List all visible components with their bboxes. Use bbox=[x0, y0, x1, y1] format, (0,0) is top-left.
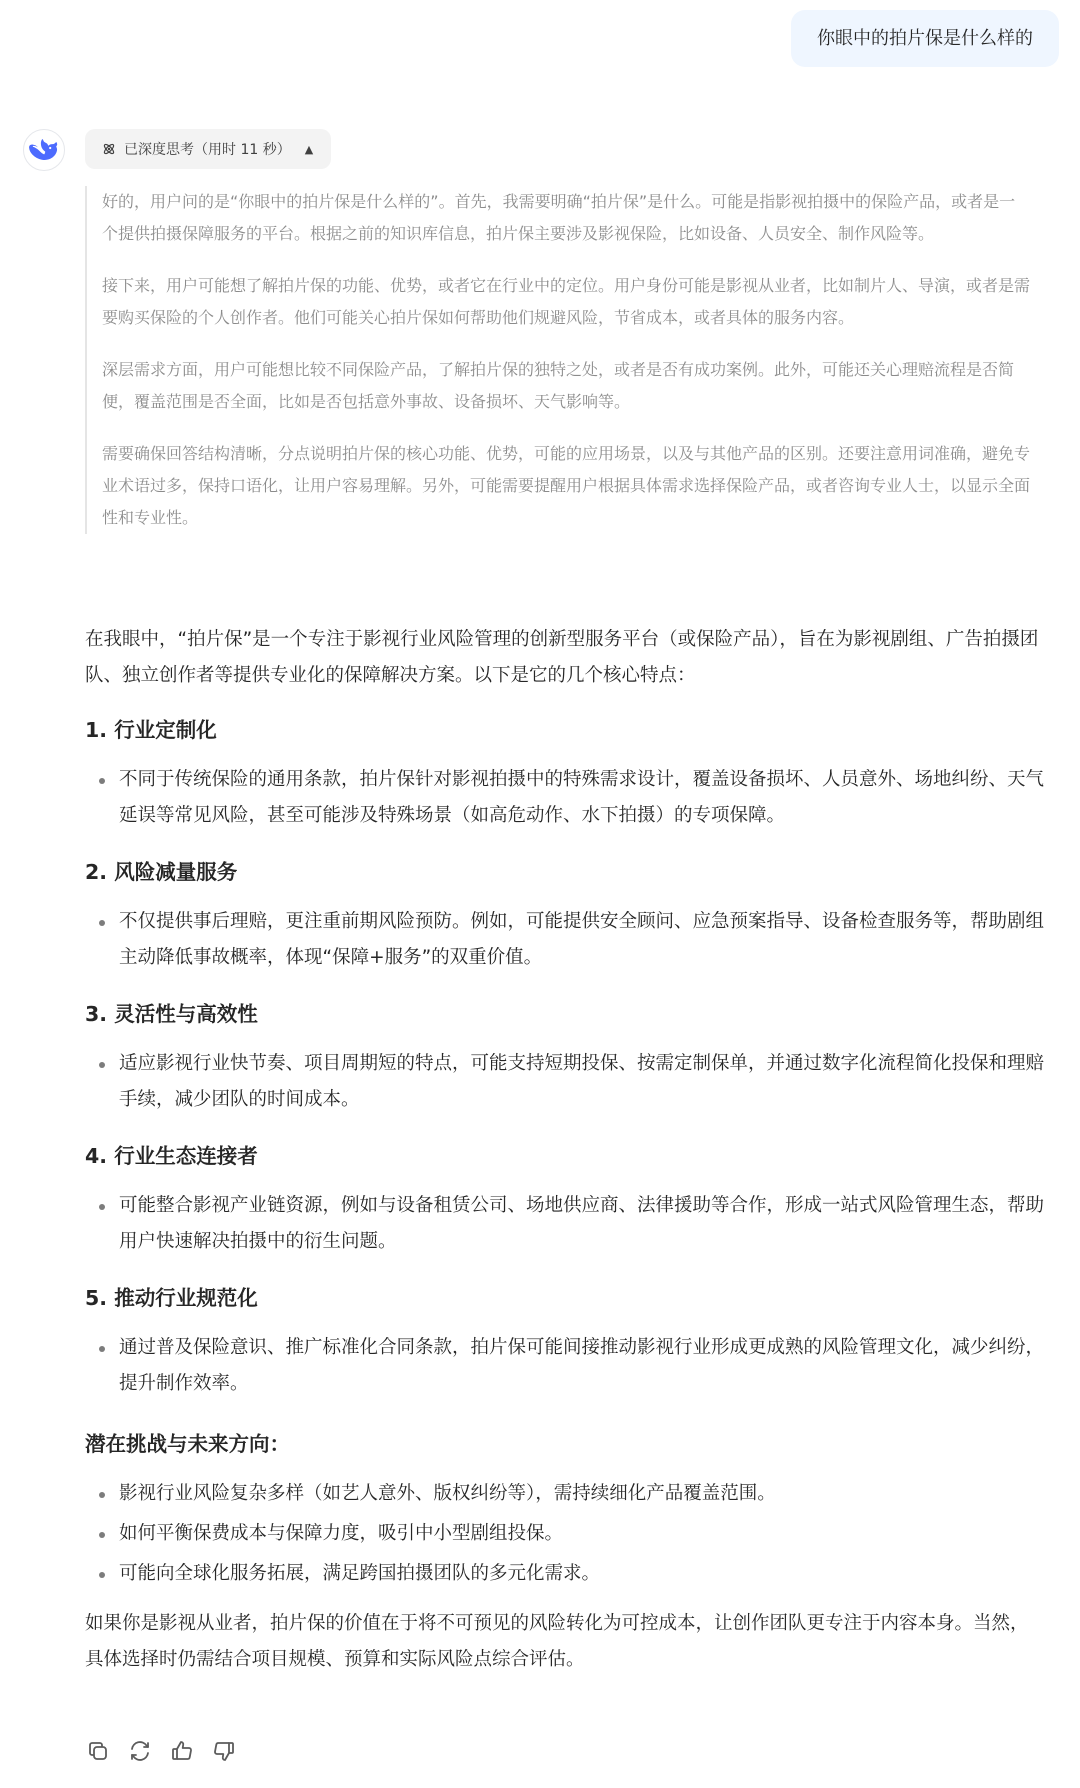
copy-icon bbox=[86, 1739, 110, 1763]
list-item: 可能整合影视产业链资源，例如与设备租赁公司、场地供应商、法律援助等合作，形成一站式风险管理生态，帮助用户快速解决拍摄中的衍生问题。 bbox=[85, 1188, 1045, 1260]
dislike-button[interactable] bbox=[210, 1737, 238, 1765]
section-list bbox=[85, 762, 1045, 834]
chevron-up-icon: ▲ bbox=[304, 142, 314, 156]
section-heading: 4. 行业生态连接者 bbox=[85, 1144, 258, 1168]
thinking-paragraph: 深层需求方面，用户可能想比较不同保险产品，了解拍片保的独特之处，或者是否有成功案例。此外，可能还关心理赔流程是否简便，覆盖范围是否全面，比如是否包括意外事故、设备损坏、天气影响等。 bbox=[102, 360, 1015, 411]
thinking-paragraph: 需要确保回答结构清晰，分点说明拍片保的核心功能、优势，可能的应用场景，以及与其他产品的区别。还要注意用词准确，避免专业术语过多，保持口语化，让用户容易理解。另外，可能需要提醒用户根据具体需求选择保险产品，或者咨询专业人士，以显示全面性和专业性。 bbox=[102, 444, 1031, 527]
regenerate-button[interactable] bbox=[126, 1737, 154, 1765]
list-item: 通过普及保险意识、推广标准化合同条款，拍片保可能间接推动影视行业形成更成熟的风险管理文化，减少纠纷，提升制作效率。 bbox=[85, 1330, 1045, 1402]
assistant-answer bbox=[85, 622, 1045, 1678]
thinking-paragraph: 接下来，用户可能想了解拍片保的功能、优势，或者它在行业中的定位。用户身份可能是影视从业者，比如制片人、导演，或者是需要购买保险的个人创作者。他们可能关心拍片保如何帮助他们规避风险，节省成本，或者具体的服务内容。 bbox=[102, 276, 1031, 327]
section-heading: 3. 灵活性与高效性 bbox=[85, 1002, 258, 1026]
section-list bbox=[85, 904, 1045, 976]
assistant-avatar bbox=[23, 129, 65, 171]
section-heading: 2. 风险减量服务 bbox=[85, 860, 238, 884]
user-message-bubble: 你眼中的拍片保是什么样的 bbox=[791, 10, 1059, 67]
list-item: 影视行业风险复杂多样（如艺人意外、版权纠纷等），需持续细化产品覆盖范围。 bbox=[85, 1476, 1045, 1512]
deep-think-toggle[interactable] bbox=[85, 129, 331, 169]
answer-intro: 在我眼中，“拍片保”是一个专注于影视行业风险管理的创新型服务平台（或保险产品），旨在为影视剧组、广告拍摄团队、独立创作者等提供专业化的保障解决方案。以下是它的几个核心特点： bbox=[85, 629, 1039, 686]
message-actions bbox=[84, 1737, 238, 1765]
deep-think-label: 已深度思考（用时 11 秒） bbox=[124, 142, 291, 158]
atom-icon bbox=[102, 142, 116, 156]
list-item: 适应影视行业快节奏、项目周期短的特点，可能支持短期投保、按需定制保单，并通过数字化流程简化投保和理赔手续，减少团队的时间成本。 bbox=[85, 1046, 1045, 1118]
challenges-list bbox=[85, 1476, 1045, 1592]
user-message-row bbox=[791, 10, 1059, 67]
challenges-heading: 潜在挑战与未来方向： bbox=[85, 1432, 290, 1456]
section-list bbox=[85, 1046, 1045, 1118]
section-list bbox=[85, 1188, 1045, 1260]
list-item: 不同于传统保险的通用条款，拍片保针对影视拍摄中的特殊需求设计，覆盖设备损坏、人员意外、场地纠纷、天气延误等常见风险，甚至可能涉及特殊场景（如高危动作、水下拍摄）的专项保障。 bbox=[85, 762, 1045, 834]
whale-logo-icon bbox=[29, 138, 59, 162]
list-item: 不仅提供事后理赔，更注重前期风险预防。例如，可能提供安全顾问、应急预案指导、设备检查服务等，帮助剧组主动降低事故概率，体现“保障+服务”的双重价值。 bbox=[85, 904, 1045, 976]
like-button[interactable] bbox=[168, 1737, 196, 1765]
section-heading: 1. 行业定制化 bbox=[85, 718, 217, 742]
list-item: 可能向全球化服务拓展，满足跨国拍摄团队的多元化需求。 bbox=[85, 1556, 1045, 1592]
thumbs-down-icon bbox=[212, 1739, 236, 1763]
thumbs-up-icon bbox=[170, 1739, 194, 1763]
section-list bbox=[85, 1330, 1045, 1402]
section-heading: 5. 推动行业规范化 bbox=[85, 1286, 258, 1310]
regenerate-icon bbox=[128, 1739, 152, 1763]
thinking-paragraph: 好的，用户问的是“你眼中的拍片保是什么样的”。首先，我需要明确“拍片保”是什么。可能是指影视拍摄中的保险产品，或者是一个提供拍摄保障服务的平台。根据之前的知识库信息，拍片保主要涉及影视保险，比如设备、人员安全、制作风险等。 bbox=[102, 192, 1016, 243]
list-item: 如何平衡保费成本与保障力度，吸引中小型剧组投保。 bbox=[85, 1516, 1045, 1552]
thinking-content bbox=[85, 186, 1040, 534]
answer-closing: 如果你是影视从业者，拍片保的价值在于将不可预见的风险转化为可控成本，让创作团队更专注于内容本身。当然，具体选择时仍需结合项目规模、预算和实际风险点综合评估。 bbox=[85, 1613, 1029, 1670]
copy-button[interactable] bbox=[84, 1737, 112, 1765]
